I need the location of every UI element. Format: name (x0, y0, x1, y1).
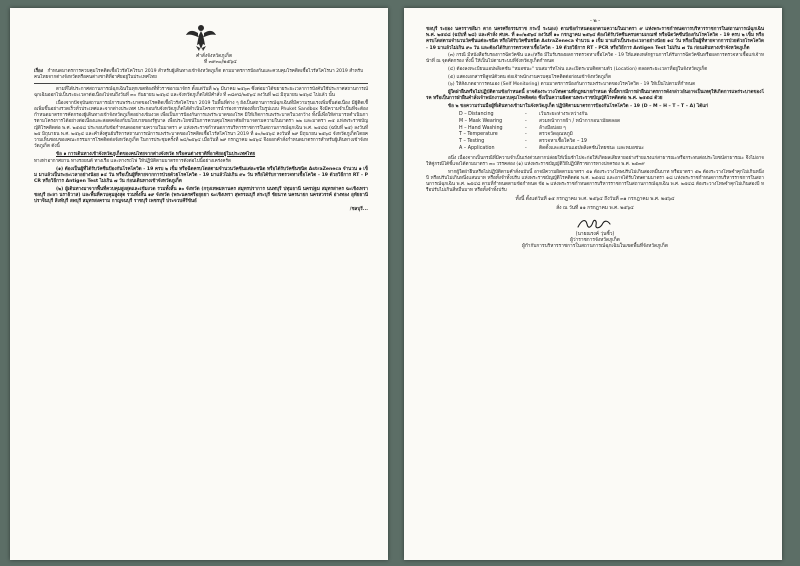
paragraph: เนื่องจากปัจจุบันสถานการณ์การแพร่ระบาดของโรคติดเชื้อไวรัสโคโรนา 2019 ในพื้นที่ต่าง ๆ ยังเป็นสถานการณ์ฉุกเฉินที่มีความรุนแรงเพิ่มขึ้นต่อเนื่อง มีผู้ติดเชื้อเพิ่มขึ้นอย่างรวดเร็วทั่วประเทศและจากต่างประเทศ ประกอบกับจังหวัดภูเก็ตได้ดำเนินโครงการนำร่องการท่องเที่ยวในรูปแบบ Phuket Sandbox จึงมีความจำเป็นที่จะต้องกำหนดมาตรการคัดกรองผู้เดินทางเข้าจังหวัดภูเก็ตอย่างเข้มงวด เพื่อเป็นการป้องกันการแพร่ระบาดของโรค มิให้เกิดการแพร่ระบาดในวงกว้าง ทั้งนี้เพื่อให้สามารถดำเนินการตามโครงการได้อย่างต่อเนื่องและสอดคล้องกับนโยบายของรัฐบาล เพื่อประโยชน์ในการควบคุมโรคอาศัยอำนาจตามความในมาตรา ๒๒ และมาตรา ๓๕ แห่งพระราชบัญญัติโรคติดต่อ พ.ศ. ๒๕๕๘ ประกอบกับข้อกำหนดออกตามความในมาตรา ๙ แห่งพระราชกำหนดการบริหารราชการในสถานการณ์ฉุกเฉิน พ.ศ. ๒๕๔๘ (ฉบับที่ ๒๕) ลงวันที่ ๒๕ มิถุนายน พ.ศ. ๒๕๖๔ และคำสั่งศูนย์บริหารสถานการณ์การแพร่ระบาดของโรคติดเชื้อไวรัสโคโรนา 2019 ที่ ๑๐/๒๕๖๔ ลงวันที่ ๒๙ มิถุนายน ๒๕๖๔ จังหวัดภูเก็ตโดยความเห็นชอบของคณะกรรมการโรคติดต่อจังหวัดภูเก็ต ในการประชุมครั้งที่ ๒๔/๒๕๖๔ เมื่อวันที่ ๒๙ กรกฎาคม ๒๕๖๔ จึงออกคำสั่งกำหนดมาตรการสำหรับผู้เดินทางเข้าจังหวัดภูเก็ต ดังนี้ (34, 101, 368, 150)
document-number: ที่ ๓๙๓๐/๒๕๖๔ (204, 60, 237, 65)
measure-separator: - (525, 112, 527, 118)
page-number: - ๒ - (589, 18, 601, 24)
measure-code: A – Application (459, 146, 495, 152)
measures-table (456, 112, 647, 153)
page-continuation: /ชลบุรี... (349, 207, 368, 212)
measure-code: D – Distancing (459, 112, 494, 118)
document-subject (34, 69, 368, 81)
signature-block (426, 217, 764, 251)
measure-code: T – Temperature (459, 132, 498, 138)
measure-separator: - (525, 139, 527, 145)
section-heading: ข้อ ๒ ขอความร่วมมือผู้ที่เดินทางเข้ามาในจังหวัดภูเก็ต ปฏิบัติตามมาตรการป้องกันโรคโควิด - 19 (D – M – H – T – T – A) ได้แก่ (448, 103, 708, 109)
list-item: (๔) ต้องลงทะเบียนแอปพลิเคชัน "หมอชนะ" บนสมาร์ทโฟน และเปิดระบบติดตามตัว (Location) ตลอดระยะเวลาที่อยู่ในจังหวัดภูเก็ต (448, 67, 708, 73)
garuda-emblem-icon (185, 22, 217, 52)
measure-desc: ติดตั้งและสแกนแอปพลิเคชันไทยชนะ และหมอชนะ (539, 146, 644, 152)
signer-role: ผู้กำกับการบริหารราชการในสถานการณ์ฉุกเฉินในเขตพื้นที่จังหวัดภูเก็ต (522, 243, 668, 249)
measure-separator: - (525, 118, 527, 124)
measure-separator: - (525, 125, 527, 131)
signer-name: (นายณรงค์ วุ่นซิ้ว) (575, 231, 615, 237)
document-caption: คำสั่งจังหวัดภูเก็ต (196, 54, 233, 59)
effective-date: ทั้งนี้ ตั้งแต่วันที่ ๑๕ กรกฎาคม พ.ศ. ๒๕๖๔ ถึงวันที่ ๓๑ กรกฎาคม พ.ศ. ๒๕๖๔ (515, 197, 675, 203)
signature-icon (575, 217, 615, 231)
measure-separator: - (525, 146, 527, 152)
paragraph: ชลบุรี ระยอง นครราชสีมา ตาก นครศรีธรรมราช กระบี่ ระนอง) ตามข้อกำหนดออกตามความในมาตรา ๙ แห่งพระราชกำหนดการบริหารราชการในสถานการณ์ฉุกเฉิน พ.ศ. ๒๕๔๘ (ฉบับที่ ๒๘) และคำสั่ง ศบค. ที่ ๑๐/๒๕๖๔ ลงวันที่ ๑๐ กรกฎาคม ๒๕๖๔ ต้องได้รับวัคซีนครบตามเกณฑ์ หรือฉีดวัคซีนป้องกันโรคโควิด - 19 ครบ ๒ เข็ม หรือครบโดสตามจำนวนวัคซีนแต่ละชนิด หรือได้รับวัคซีนชนิด AstraZeneca จำนวน ๑ เข็ม มาแล้วเป็นระยะเวลาอย่างน้อย ๑๔ วัน หรือเป็นผู้ที่หายจากการป่วยด้วยโรคโควิด - 19 มาแล้วไม่เกิน ๙๐ วัน และต้องได้รับการตรวจหาเชื้อโควิด - 19 ด้วยวิธีการ RT - PCR หรือวิธีการ Antigen Test ไม่เกิน ๗ วัน ก่อนเดินทางเข้าจังหวัดภูเก็ต (426, 27, 764, 51)
list-item: (๒) ผู้เดินทางมาจากพื้นที่ควบคุมสูงสุดและเข้มงวด รวมทั้งสิ้น ๑๐ จังหวัด (กรุงเทพมหานคร สมุทรปราการ นนทบุรี ปทุมธานี นครปฐม สมุทรสาคร ฉะเชิงเทรา ชลบุรี ยะลา นราธิวาส) และพื้นที่ควบคุมสูงสุด รวมทั้งสิ้น ๑๙ จังหวัด (พระนครศรีอยุธยา ฉะเชิงเทรา สุพรรณบุรี สระบุรี ชัยนาท นครนายก นครสวรรค์ อ่างทอง อุทัยธานี ปราจีนบุรี สิงห์บุรี ลพบุรี สมุทรสงคราม กาญจนบุรี ราชบุรี เพชรบุรี ประจวบคีรีขันธ์ (34, 187, 368, 205)
measure-desc: ตรวจหาเชื้อโควิด – 19 (539, 139, 587, 145)
measure-desc: สวมหน้ากากผ้า / หน้ากากอนามัยตลอด (539, 118, 621, 124)
table-row (456, 139, 647, 146)
section-heading: ข้อ ๑ การเดินทางเข้าจังหวัดภูเก็ตของคนไทยจากต่างจังหวัด หรือคนต่างชาติที่อาศัยอยู่ในประเทศไทย (56, 151, 256, 157)
subject-text: กำหนดมาตรการควบคุมโรคติดเชื้อไวรัสโคโรนา 2019 สำหรับผู้เดินทางเข้าจังหวัดภูเก็ต ตามมาตรการป้องกันและควบคุมโรคติดเชื้อไวรัสโคโรนา 2019 สำหรับคนไทยจากต่างจังหวัดหรือคนต่างชาติที่อาศัยอยู่ในประเทศไทย (34, 69, 364, 81)
measure-desc: เว้นระยะห่างระหว่างกัน (539, 112, 588, 118)
measure-code: T – Testing (459, 139, 485, 145)
subject-divider (34, 83, 368, 84)
list-item: (๕) แสดงเอกสารพิสูจน์ตัวตน ต่อเจ้าพนักงานควบคุมโรคติดต่อก่อนเข้าจังหวัดภูเก็ต (448, 74, 612, 80)
paragraph: ตามที่ได้ประกาศสถานการณ์ฉุกเฉินในทุกเขตท้องที่ทั่วราชอาณาจักร ตั้งแต่วันที่ ๒๖ มีนาคม ๒๕๖๓ ซึ่งต่อมาได้ขยายระยะเวลาการบังคับใช้ประกาศสถานการณ์ฉุกเฉินออกไปเป็นระยะเวลาต่อเนื่องไปจนถึงวันที่ ๓๐ กันยายน ๒๕๖๔ และจังหวัดภูเก็ตได้มีคำสั่ง ที่ ๓๘๙๘/๒๕๖๔ ลงวันที่ ๒๘ มิถุนายน ๒๕๖๔ ไปแล้ว นั้น (34, 87, 368, 99)
paragraph: อนึ่ง เนื่องจากเป็นกรณีที่มีความจำเป็นเร่งด่วนหากปล่อยให้เนิ่นช้าไปจะก่อให้เกิดผลเสียหายอย่างร้ายแรงแก่สาธารณะหรือกระทบต่อประโยชน์สาธารณะ จึงไม่อาจให้คู่กรณีได้ชี้แจงได้ตามมาตรา ๓๐ วรรคสอง (๑) แห่งพระราชบัญญัติวิธีปฏิบัติราชการทางปกครอง พ.ศ. ๒๕๓๙ (426, 155, 764, 167)
measure-desc: ตรวจวัดอุณหภูมิ (539, 132, 573, 138)
list-item: (๖) ให้สังเกตอาการตนเอง (Self Monitoring) ตามมาตรการป้องกันการแพร่ระบาดของโรคโควิด - 19 ให้เป็นไปตามที่กำหนด (448, 82, 696, 88)
subject-label: เรื่อง (34, 69, 44, 74)
document-page-2 (404, 8, 782, 560)
document-page-1 (10, 8, 388, 560)
paragraph: ทางท่าอากาศยาน ทางรถยนต์ ทางเรือ และทางรถไฟ ให้ปฏิบัติตามมาตรการดังต่อไปนี้อย่างเคร่งครัด (34, 159, 231, 165)
list-item: (๓) กรณี มีหนังสือรับรองการฉีดวัคซีน และ/หรือ มีใบรับรองผลการตรวจหาเชื้อโควิด - 19 ให้แสดงหลักฐานการได้รับการฉีดวัคซีนหรือผลการตรวจหาเชื้อแก่เจ้าหน้าที่ ณ จุดคัดกรอง ทั้งนี้ ให้เป็นไปตามระบบที่จังหวัดภูเก็ตกำหนด (426, 53, 764, 65)
paragraph: ผู้ใดฝ่าฝืนหรือไม่ปฏิบัติตามข้อกำหนดนี้ อาจต้องระวางโทษตามที่กฎหมายกำหนด ทั้งนี้หากมีการฝ่าฝืนมาตรการดังกล่าวอันอาจเป็นเหตุให้เกิดการแพร่ระบาดของโรค หรือเป็นการฝ่าฝืนคำสั่งเจ้าพนักงานควบคุมโรคติดต่อ ซึ่งเป็นความผิดตามพระราชบัญญัติโรคติดต่อ พ.ศ. ๒๕๕๘ ด้วย (426, 90, 764, 102)
table-row (456, 112, 647, 119)
measure-desc: ล้างมือบ่อย ๆ (539, 125, 566, 131)
table-row (456, 119, 647, 126)
measure-code: M – Mask Wearing (459, 118, 503, 124)
measure-code: H – Hand Washing (459, 125, 503, 131)
paragraph: หากผู้ใดฝ่าฝืนหรือไม่ปฏิบัติตามคำสั่งฉบับนี้ อาจมีความผิดตามมาตรา ๕๑ ต้องระวางโทษปรับไม่เกินสองหมื่นบาท หรือมาตรา ๕๒ ต้องระวางโทษจำคุกไม่เกินหนึ่งปี หรือปรับไม่เกินหนึ่งแสนบาท หรือทั้งจำทั้งปรับ แห่งพระราชบัญญัติโรคติดต่อ พ.ศ. ๒๕๕๘ และอาจได้รับโทษตามมาตรา ๑๘ แห่งพระราชกำหนดการบริหารราชการในสถานการณ์ฉุกเฉิน พ.ศ. ๒๕๔๘ ตามที่กำหนดตามข้อกำหนด ข้อ ๒ แห่งพระราชกำหนดการบริหารราชการในสถานการณ์ฉุกเฉิน พ.ศ. ๒๕๔๘ ต้องระวางโทษจำคุกไม่เกินสองปี หรือปรับไม่เกินสี่หมื่นบาท หรือทั้งจำทั้งปรับ (426, 169, 764, 194)
signer-title: ผู้ว่าราชการจังหวัดภูเก็ต (570, 237, 620, 243)
measure-separator: - (525, 132, 527, 138)
order-date: สั่ง ณ วันที่ ๑๑ กรกฎาคม พ.ศ. ๒๕๖๔ (556, 206, 634, 212)
table-row (456, 146, 647, 153)
list-item: (๑) ต้องเป็นผู้ที่ได้รับวัคซีนป้องกันโรคโควิด - 19 ครบ ๒ เข็ม หรือฉีดครบโดสตามจำนวนวัคซีนแต่ละชนิด หรือได้รับวัคซีนชนิด AstraZeneca จำนวน ๑ เข็ม มาแล้วเป็นระยะเวลาอย่างน้อย ๑๔ วัน หรือเป็นผู้ที่หายจากการป่วยด้วยโรคโควิด - 19 มาแล้วไม่เกิน ๙๐ วัน หรือได้รับการตรวจหาเชื้อโควิด - 19 ด้วยวิธีการ RT - PCR หรือวิธีการ Antigen Test ไม่เกิน ๗ วัน ก่อนเดินทางเข้าจังหวัดภูเก็ต (34, 167, 368, 185)
